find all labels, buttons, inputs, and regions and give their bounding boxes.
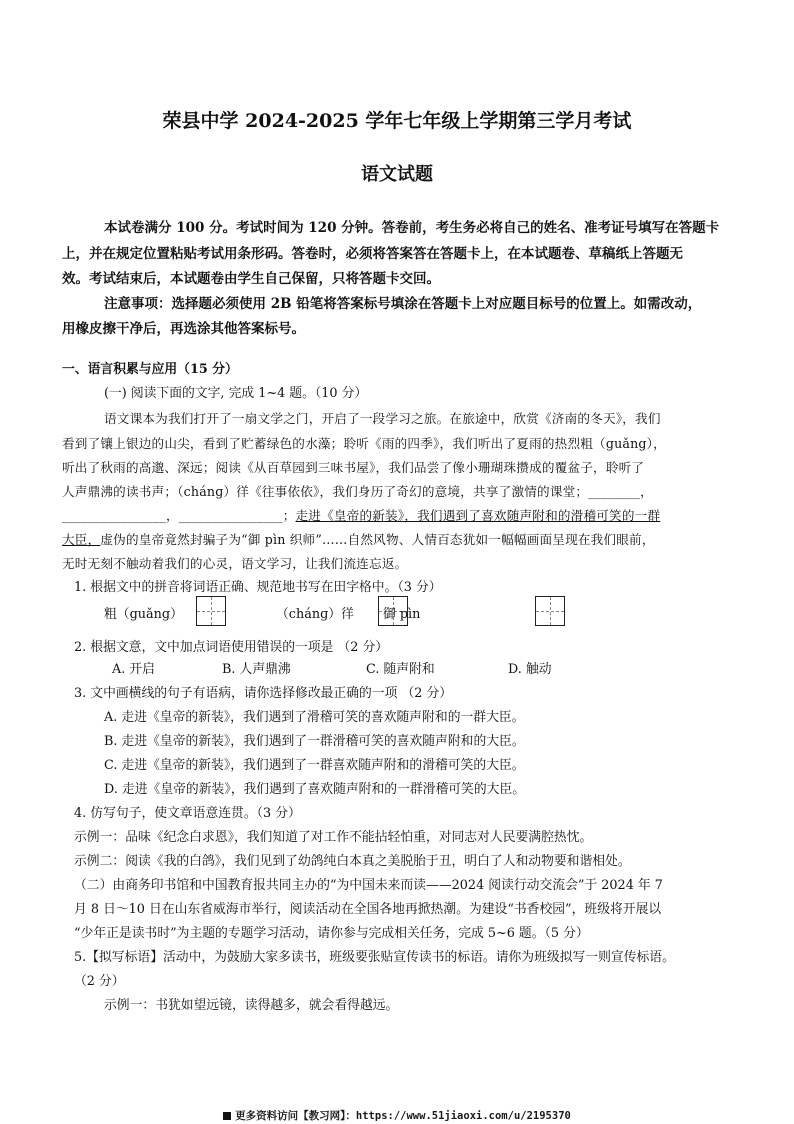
passage-line <box>62 505 660 524</box>
question-1-stem: 1. 根据文中的拼音将词语正确、规范地书写在田字格中。（3 分） <box>74 580 442 595</box>
part2-intro-line: “少年正是读书时”为主题的专题学习活动，请你参与完成相关任务，完成 5~6 题。（5 分） <box>74 926 589 941</box>
part1-intro: (一) 阅读下面的文字, 完成 1~4 题。（10 分） <box>104 386 368 401</box>
passage-text: 虚伪的皇帝竟然封骗子为“御 pìn 织师”……自然风物、人情百态犹如一幅幅画面呈现在我们眼前， <box>100 532 655 547</box>
q2-option-b: B. 人声鼎沸 <box>222 662 291 677</box>
footer-link[interactable]: 更多资料访问【教习网】：https://www.51jiaoxi.com/u/2195370 <box>235 1110 571 1122</box>
q1-item-3: 御 pìn <box>383 607 421 622</box>
section-heading: 一、语言积累与应用（15 分） <box>62 362 238 377</box>
question-4-stem: 4. 仿写句子，使文章语意连贯。（3 分） <box>74 806 301 821</box>
tianzige-box[interactable] <box>196 596 226 626</box>
part2-intro-line: 月 8 日～10 日在山东省威海市举行，阅读活动在全国各地再掀热潮。为建设“书香校园”，班级将开展以 <box>74 902 662 917</box>
passage-line <box>62 529 655 548</box>
instruction-line: 效。考试结束后，本试题卷由学生自己保留，只将答题卡交回。 <box>62 271 440 287</box>
exam-title: 荣县中学 2024-2025 学年七年级上学期第三学月考试 <box>162 110 632 132</box>
q1-item-1: 粗（guǎng） <box>104 607 183 622</box>
underlined-sentence-end: 大臣， <box>62 532 101 547</box>
underlined-sentence: 走进《皇帝的新装》，我们遇到了喜欢随声附和的滑稽可笑的一群 <box>295 508 661 523</box>
q2-option-d: D. 触动 <box>508 662 552 677</box>
passage-line: 语文课本为我们打开了一扇文学之门，开启了一段学习之旅。在旅途中，欣赏《济南的冬天》，我们 <box>104 411 661 426</box>
part2-intro-line: （二）由商务印书馆和中国教育报共同主办的“为中国未来而读——2024 阅读行动交流会”于 2024 年 7 <box>74 878 663 893</box>
notice-line: 用橡皮擦干净后，再选涂其他答案标号。 <box>62 321 305 337</box>
instruction-line: 上，并在规定位置粘贴考试用条形码。答卷时，必须将答案答在答题卡上，在本试题卷、草稿纸上答题无 <box>62 246 683 262</box>
passage-line: 无时无刻不触动着我们的心灵，语文学习，让我们流连忘返。 <box>62 556 408 571</box>
q4-example-1: 示例一：品味《纪念白求恩》，我们知道了对工作不能拈轻怕重，对同志对人民要满腔热忱。 <box>74 830 593 845</box>
passage-blanks: ________________，________________； <box>62 508 296 523</box>
footer[interactable] <box>0 1108 794 1123</box>
passage-line: 看到了镶上银边的山尖，看到了贮蓄绿色的水藻；聆听《雨的四季》，我们听出了夏雨的热烈粗（guǎng）， <box>62 436 666 451</box>
q3-option-a: A. 走进《皇帝的新装》，我们遇到了滑稽可笑的喜欢随声附和的一群大臣。 <box>104 710 525 725</box>
q5-example: 示例一：书犹如望远镜，读得越多，就会看得越远。 <box>104 998 399 1013</box>
q2-option-c: C. 随声附和 <box>366 662 435 677</box>
q1-item-2: （chánɡ）徉 <box>276 607 354 622</box>
q3-option-d: D. 走进《皇帝的新装》，我们遇到了喜欢随声附和的一群滑稽可笑的大臣。 <box>104 782 526 797</box>
question-2-stem: 2. 根据文意，文中加点词语使用错误的一项是 （2 分） <box>74 640 389 655</box>
q3-option-b: B. 走进《皇帝的新装》，我们遇到了一群滑稽可笑的喜欢随声附和的大臣。 <box>104 734 525 749</box>
q3-option-c: C. 走进《皇帝的新装》，我们遇到了一群喜欢随声附和的滑稽可笑的大臣。 <box>104 758 525 773</box>
passage-line: 人声鼎沸的读书声；（chánɡ）徉《往事依依》，我们身历了奇幻的意境，共享了激情的课堂；________， <box>62 484 653 499</box>
exam-subtitle: 语文试题 <box>361 164 433 185</box>
passage-line: 听出了秋雨的高邈、深远；阅读《从百草园到三味书屋》，我们品尝了像小珊瑚珠攒成的覆盆子，聆听了 <box>62 460 645 475</box>
tianzige-box[interactable] <box>535 596 565 626</box>
notice-line: 注意事项：选择题必须使用 2B 铅笔将答案标号填涂在答题卡上对应题目标号的位置上。如需改动， <box>104 296 702 312</box>
question-5-stem: 5.【拟写标语】活动中，为鼓励大家多读书，班级要张贴宣传读书的标语。请你为班级拟写一则宣传标语。 <box>74 950 675 965</box>
q4-example-2: 示例二：阅读《我的白鸽》，我们见到了幼鸽纯白本真之美脱胎于丑，明白了人和动物要和谐相处。 <box>74 854 631 869</box>
flag-icon <box>223 1112 231 1120</box>
instruction-line: 本试卷满分 100 分。考试时间为 120 分钟。答卷前，考生务必将自己的姓名、准考证号填写在答题卡 <box>104 220 720 236</box>
question-3-stem: 3. 文中画横线的句子有语病，请你选择修改最正确的一项 （2 分） <box>74 686 453 701</box>
question-5-score: （2 分） <box>74 974 125 989</box>
q2-option-a: A. 开启 <box>112 662 155 677</box>
